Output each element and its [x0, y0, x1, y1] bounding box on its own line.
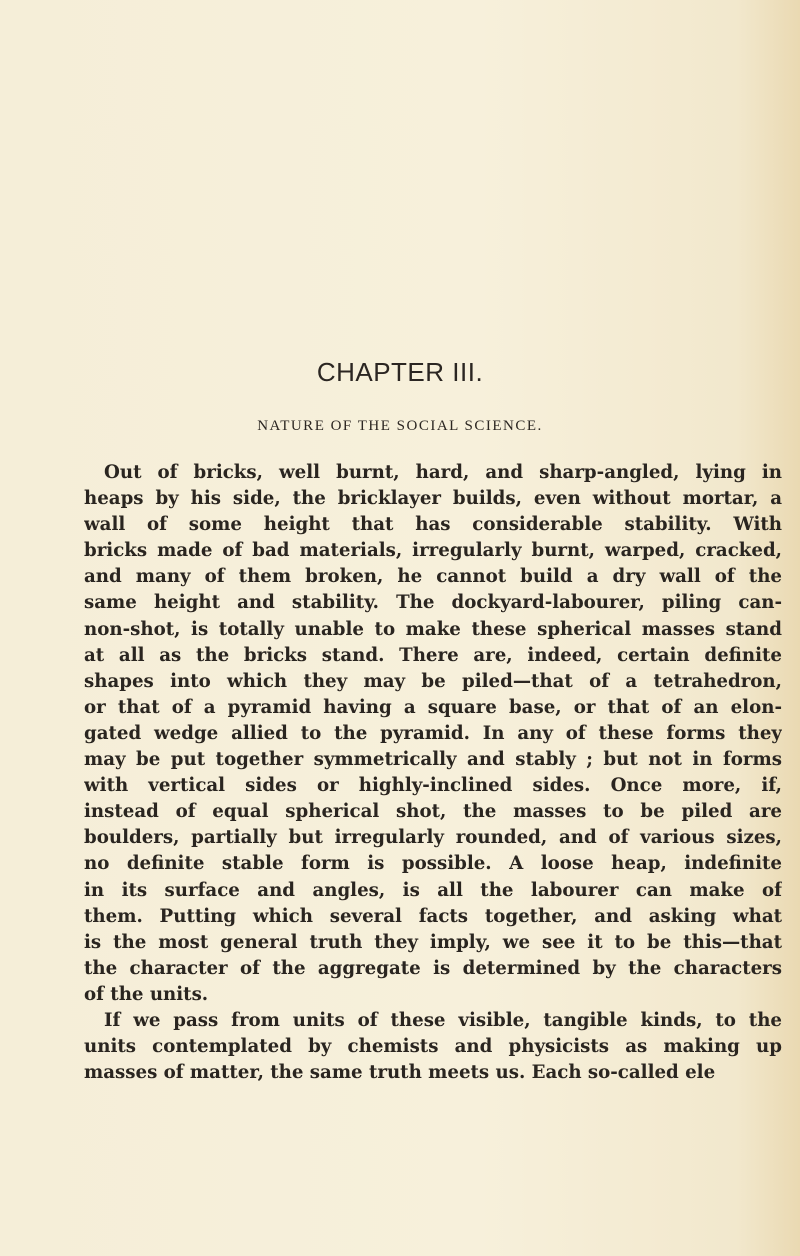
text-line: Out of bricks, well burnt, hard, and sharp-angled, lying in — [104, 462, 782, 483]
chapter-heading: CHAPTER III. — [316, 357, 484, 387]
text-line: may be put together symmetrically and stably ; but not in forms — [84, 749, 782, 771]
text-line: bricks made of bad materials, irregularly burnt, warped, cracked, — [84, 540, 782, 562]
text-line: in its surface and angles, is all the labourer can make of — [84, 879, 782, 901]
text-line: gated wedge allied to the pyramid. In any of these forms they — [84, 722, 782, 744]
text-line: masses of matter, the same truth meets us. Each so-called ele — [84, 1062, 716, 1084]
text-line: with vertical sides or highly-inclined sides. Once more, if, — [84, 775, 782, 797]
text-line: boulders, partially but irregularly rounded, and of various sizes, — [84, 827, 782, 849]
text-line: no definite stable form is possible. A loose heap, indefinite — [84, 853, 782, 875]
text-line: the character of the aggregate is determined by the characters — [84, 957, 782, 979]
text-line: shapes into which they may be piled—that of a tetrahedron, — [84, 670, 782, 692]
text-line: units contemplated by chemists and physicists as making up — [84, 1036, 782, 1058]
text-line: heaps by his side, the bricklayer builds, even without mortar, a — [84, 488, 782, 510]
text-line: is the most general truth they imply, we see it to be this—that — [84, 931, 782, 953]
paragraph — [84, 1008, 782, 1086]
body-text — [84, 460, 782, 1086]
text-line: at all as the bricks stand. There are, indeed, certain definite — [84, 644, 782, 666]
text-line: or that of a pyramid having a square base, or that of an elon- — [84, 696, 782, 718]
text-line: wall of some height that has considerable stability. With — [84, 514, 782, 536]
text-line: them. Putting which several facts together, and asking what — [84, 905, 782, 927]
text-line: and many of them broken, he cannot build a dry wall of the — [84, 566, 782, 588]
chapter-subtitle: NATURE OF THE SOCIAL SCIENCE. — [257, 418, 543, 434]
text-line: same height and stability. The dockyard-labourer, piling can- — [84, 592, 782, 614]
text-line: instead of equal spherical shot, the masses to be piled are — [84, 801, 782, 823]
text-line: If we pass from units of these visible, tangible kinds, to the — [104, 1009, 782, 1031]
text-line: non-shot, is totally unable to make these spherical masses stand — [84, 618, 782, 640]
text-line: of the units. — [84, 983, 209, 1005]
paragraph — [84, 460, 782, 1008]
